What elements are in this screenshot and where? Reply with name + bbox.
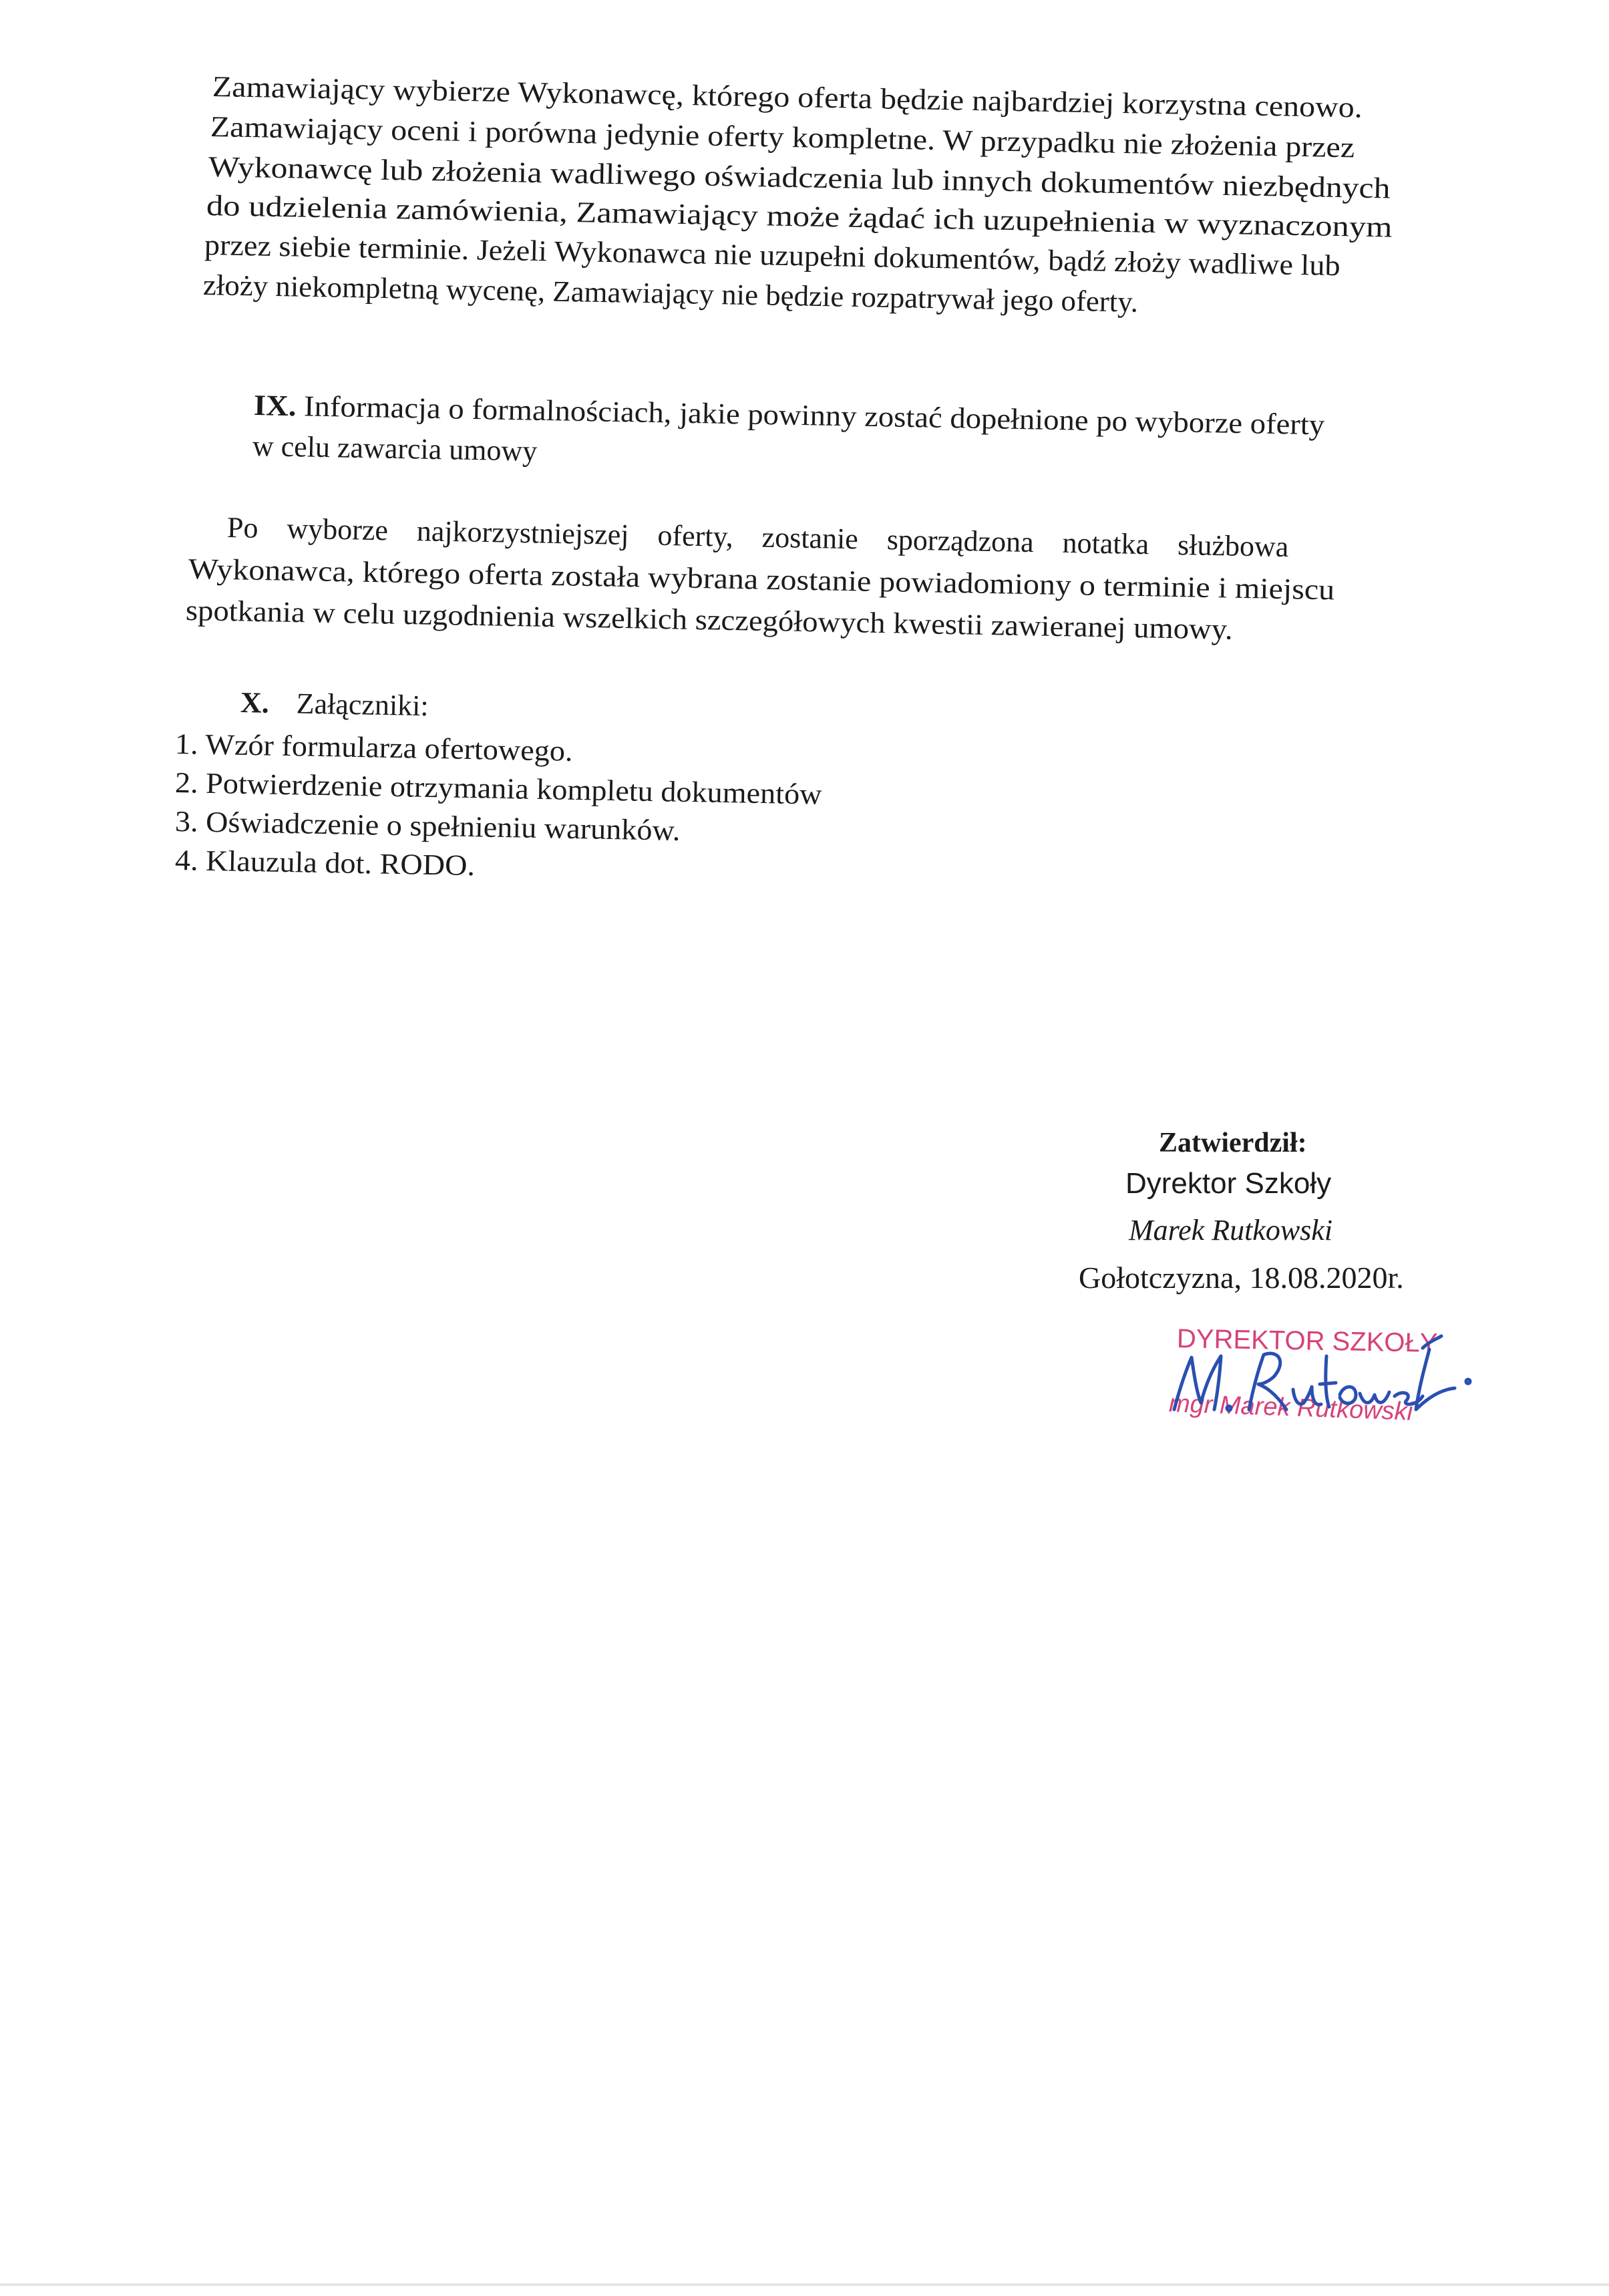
paragraph1-line-4: do udzielenia zamówienia, Zamawiający może żądać ich uzupełnienia w wyznaczonym	[206, 189, 1393, 244]
paragraph2-line-1: Po wyborze najkorzystniejszej oferty, zostanie sporządzona notatka służbowa	[226, 511, 1289, 564]
stamp-title: DYREKTOR SZKOŁY	[1176, 1324, 1438, 1358]
paragraph1-line-1: Zamawiający wybierze Wykonawcę, którego oferta będzie najbardziej korzystna cenowo.	[212, 70, 1363, 124]
stamp-name: mgr Marek Rutkowski	[1168, 1389, 1413, 1426]
director-stamp	[1135, 1309, 1483, 1456]
section10-heading	[240, 688, 429, 721]
handwritten-signature	[1135, 1309, 1483, 1456]
paragraph1-line-5: przez siebie terminie. Jeżeli Wykonawca nie uzupełni dokumentów, bądź złoży wadliwe lub	[204, 228, 1341, 283]
paragraph2-line-2: Wykonawca, którego oferta została wybrana zostanie powiadomiony o terminie i miejscu	[188, 552, 1335, 607]
attachment-item-2: 2. Potwierdzenie otrzymania kompletu dokumentów	[174, 766, 822, 811]
approval-place-date: Gołotczyzna, 18.08.2020r.	[1079, 1261, 1404, 1295]
section9-title-line-1: Informacja o formalnościach, jakie powinny zostać dopełnione po wyborze oferty	[303, 389, 1325, 442]
section9-title-line-2: w celu zawarcia umowy	[252, 430, 538, 468]
paragraph1-line-2: Zamawiający oceni i porówna jedynie oferty kompletne. W przypadku nie złożenia przez	[210, 110, 1355, 164]
section10-number: X.	[240, 686, 270, 719]
approval-role: Dyrektor Szkoły	[1125, 1167, 1332, 1200]
paragraph1-line-3: Wykonawcę lub złożenia wadliwego oświadczenia lub innych dokumentów niezbędnych	[208, 150, 1391, 205]
attachment-item-1: 1. Wzór formularza ofertowego.	[174, 727, 574, 768]
attachment-item-3: 3. Oświadczenie o spełnieniu warunków.	[174, 805, 681, 847]
section9-number: IX.	[253, 389, 297, 423]
attachment-item-4: 4. Klauzula dot. RODO.	[174, 844, 476, 882]
scan-edge-line	[0, 2283, 1609, 2286]
approval-label: Zatwierdził:	[1159, 1128, 1307, 1158]
paragraph1-line-6: złoży niekompletną wycenę, Zamawiający nie będzie rozpatrywał jego oferty.	[202, 269, 1139, 319]
section10-title: Załączniki:	[296, 687, 429, 723]
paragraph2-line-3: spotkania w celu uzgodnienia wszelkich szczegółowych kwestii zawieranej umowy.	[185, 594, 1234, 646]
approval-name: Marek Rutkowski	[1129, 1214, 1333, 1247]
